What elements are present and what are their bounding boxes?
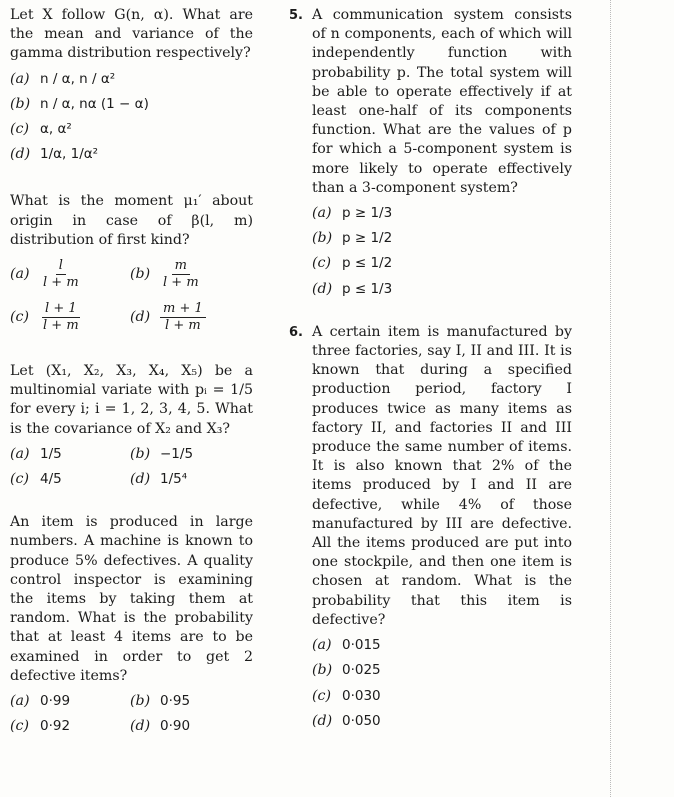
question-4-stem: An item is produced in large numbers. A machine is known to produce 5% defectives. A quality control inspector is examining the items by taking them at random. What is the probability that at least 4 items are to be examined in order to get 2 defective items? (10, 514, 253, 684)
question-5-stem: A communication system consists of n components, each of which will independently function with probability p. The total system will be able to operate effectively if at least one-half of its components function. What are the values of p for which a 5-component system is more likely to operate effectively than a 3-component system? (312, 7, 572, 196)
question-3-option-a[interactable] (10, 445, 130, 464)
option-value: 1/5⁴ (160, 471, 188, 488)
option-label: (c) (10, 471, 30, 488)
option-value: 1/α, 1/α² (40, 146, 99, 163)
option-value: 0·015 (342, 637, 381, 654)
question-6-option-b[interactable] (312, 661, 572, 680)
question-4-option-c[interactable] (10, 717, 130, 736)
question-2-stem: What is the moment μ₁′ about origin in case of β(l, m) distribution of first kind? (10, 193, 253, 248)
fraction-numerator: m + 1 (160, 301, 206, 318)
option-label: (b) (10, 95, 31, 112)
question-6-number: 6. (289, 324, 303, 340)
question-5 (289, 6, 572, 299)
option-label: (b) (130, 265, 151, 282)
option-value: n / α, nα (1 − α) (40, 95, 149, 112)
question-2-option-b[interactable] (130, 258, 250, 291)
option-label: (d) (312, 712, 333, 729)
fraction (40, 301, 82, 334)
question-6-option-c[interactable] (312, 687, 572, 706)
question-1-option-c[interactable] (10, 120, 253, 139)
option-label: (c) (10, 308, 30, 325)
right-column (289, 6, 572, 731)
question-6-option-a[interactable] (312, 636, 572, 655)
option-label: (b) (312, 230, 333, 247)
question-1-option-d[interactable] (10, 145, 253, 164)
question-6-option-d[interactable] (312, 712, 572, 731)
option-value: 4/5 (40, 471, 62, 488)
question-3 (10, 362, 253, 489)
question-5-option-c[interactable] (312, 254, 572, 273)
question-4-option-a[interactable] (10, 692, 130, 711)
option-label: (a) (312, 205, 332, 222)
option-label: (a) (10, 265, 30, 282)
option-label: (b) (312, 662, 333, 679)
option-label: (a) (312, 637, 332, 654)
page-edge-divider (610, 0, 612, 797)
fraction-denominator: l + m (165, 318, 201, 334)
option-value: 0·99 (40, 693, 71, 710)
fraction (40, 258, 82, 291)
option-value: 1/5 (40, 445, 62, 462)
fraction-denominator: l + m (163, 275, 199, 291)
option-value: α, α² (40, 121, 72, 138)
question-5-number: 5. (289, 8, 303, 23)
question-3-option-b[interactable] (130, 445, 250, 464)
question-2-option-a[interactable] (10, 258, 130, 291)
question-5-option-a[interactable] (312, 204, 572, 223)
option-label: (a) (10, 445, 30, 462)
option-value: p ≥ 1/3 (342, 205, 393, 222)
fraction-numerator: l + 1 (42, 301, 80, 318)
question-1 (10, 6, 253, 164)
option-value: n / α, n / α² (40, 70, 116, 87)
option-value: 0·90 (160, 718, 191, 735)
option-label: (a) (10, 693, 30, 710)
question-2-option-d[interactable] (130, 301, 250, 334)
option-label: (d) (312, 280, 333, 297)
option-label: (c) (312, 255, 332, 272)
option-label: (b) (130, 693, 151, 710)
option-value: −1/5 (160, 445, 194, 462)
option-label: (d) (10, 146, 31, 163)
question-6 (289, 323, 572, 731)
fraction-denominator: l + m (43, 318, 79, 334)
question-5-option-b[interactable] (312, 229, 572, 248)
option-label: (d) (130, 471, 151, 488)
fraction (160, 258, 202, 291)
fraction-numerator: m (172, 258, 190, 275)
question-6-stem: A certain item is manufactured by three factories, say I, II and III. It is known that during a specified production period, factory I produces twice as many items as factory II, and factories II and III produce the same number of items. It is also known that 2% of the items produced by I and II are defective, while 4% of those manufactured by III are defective. All the items produced are put into one stockpile, and then one item is chosen at random. What is the probability that this item is defective? (312, 323, 572, 628)
option-label: (d) (130, 308, 151, 325)
option-label: (d) (130, 718, 151, 735)
question-3-option-d[interactable] (130, 470, 250, 489)
option-label: (c) (312, 687, 332, 704)
question-1-option-a[interactable] (10, 70, 253, 89)
question-4 (10, 513, 253, 736)
question-3-option-c[interactable] (10, 470, 130, 489)
question-5-option-d[interactable] (312, 280, 572, 299)
option-label: (a) (10, 70, 30, 87)
option-value: 0·95 (160, 693, 191, 710)
option-value: p ≤ 1/3 (342, 280, 393, 297)
option-label: (c) (10, 718, 30, 735)
option-label: (b) (130, 445, 151, 462)
option-value: 0·030 (342, 687, 381, 704)
left-column (10, 6, 253, 736)
question-4-option-d[interactable] (130, 717, 250, 736)
question-1-option-b[interactable] (10, 95, 253, 114)
option-value: p ≤ 1/2 (342, 255, 393, 272)
option-value: 0·92 (40, 718, 71, 735)
fraction-denominator: l + m (43, 275, 79, 291)
fraction-numerator: l (56, 258, 66, 275)
question-1-stem: Let X follow G(n, α). What are the mean and variance of the gamma distribution respectively? (10, 7, 253, 62)
question-2-option-c[interactable] (10, 301, 130, 334)
question-3-stem: Let (X₁, X₂, X₃, X₄, X₅) be a multinomial variate with pᵢ = 1/5 for every i; i = 1, 2, 3, 4, 5. What is the covariance of X₂ and X₃? (10, 363, 253, 437)
option-value: p ≥ 1/2 (342, 230, 393, 247)
question-4-option-b[interactable] (130, 692, 250, 711)
option-value: 0·050 (342, 712, 381, 729)
option-value: 0·025 (342, 662, 381, 679)
fraction (160, 301, 206, 334)
option-label: (c) (10, 121, 30, 138)
question-2 (10, 192, 253, 334)
